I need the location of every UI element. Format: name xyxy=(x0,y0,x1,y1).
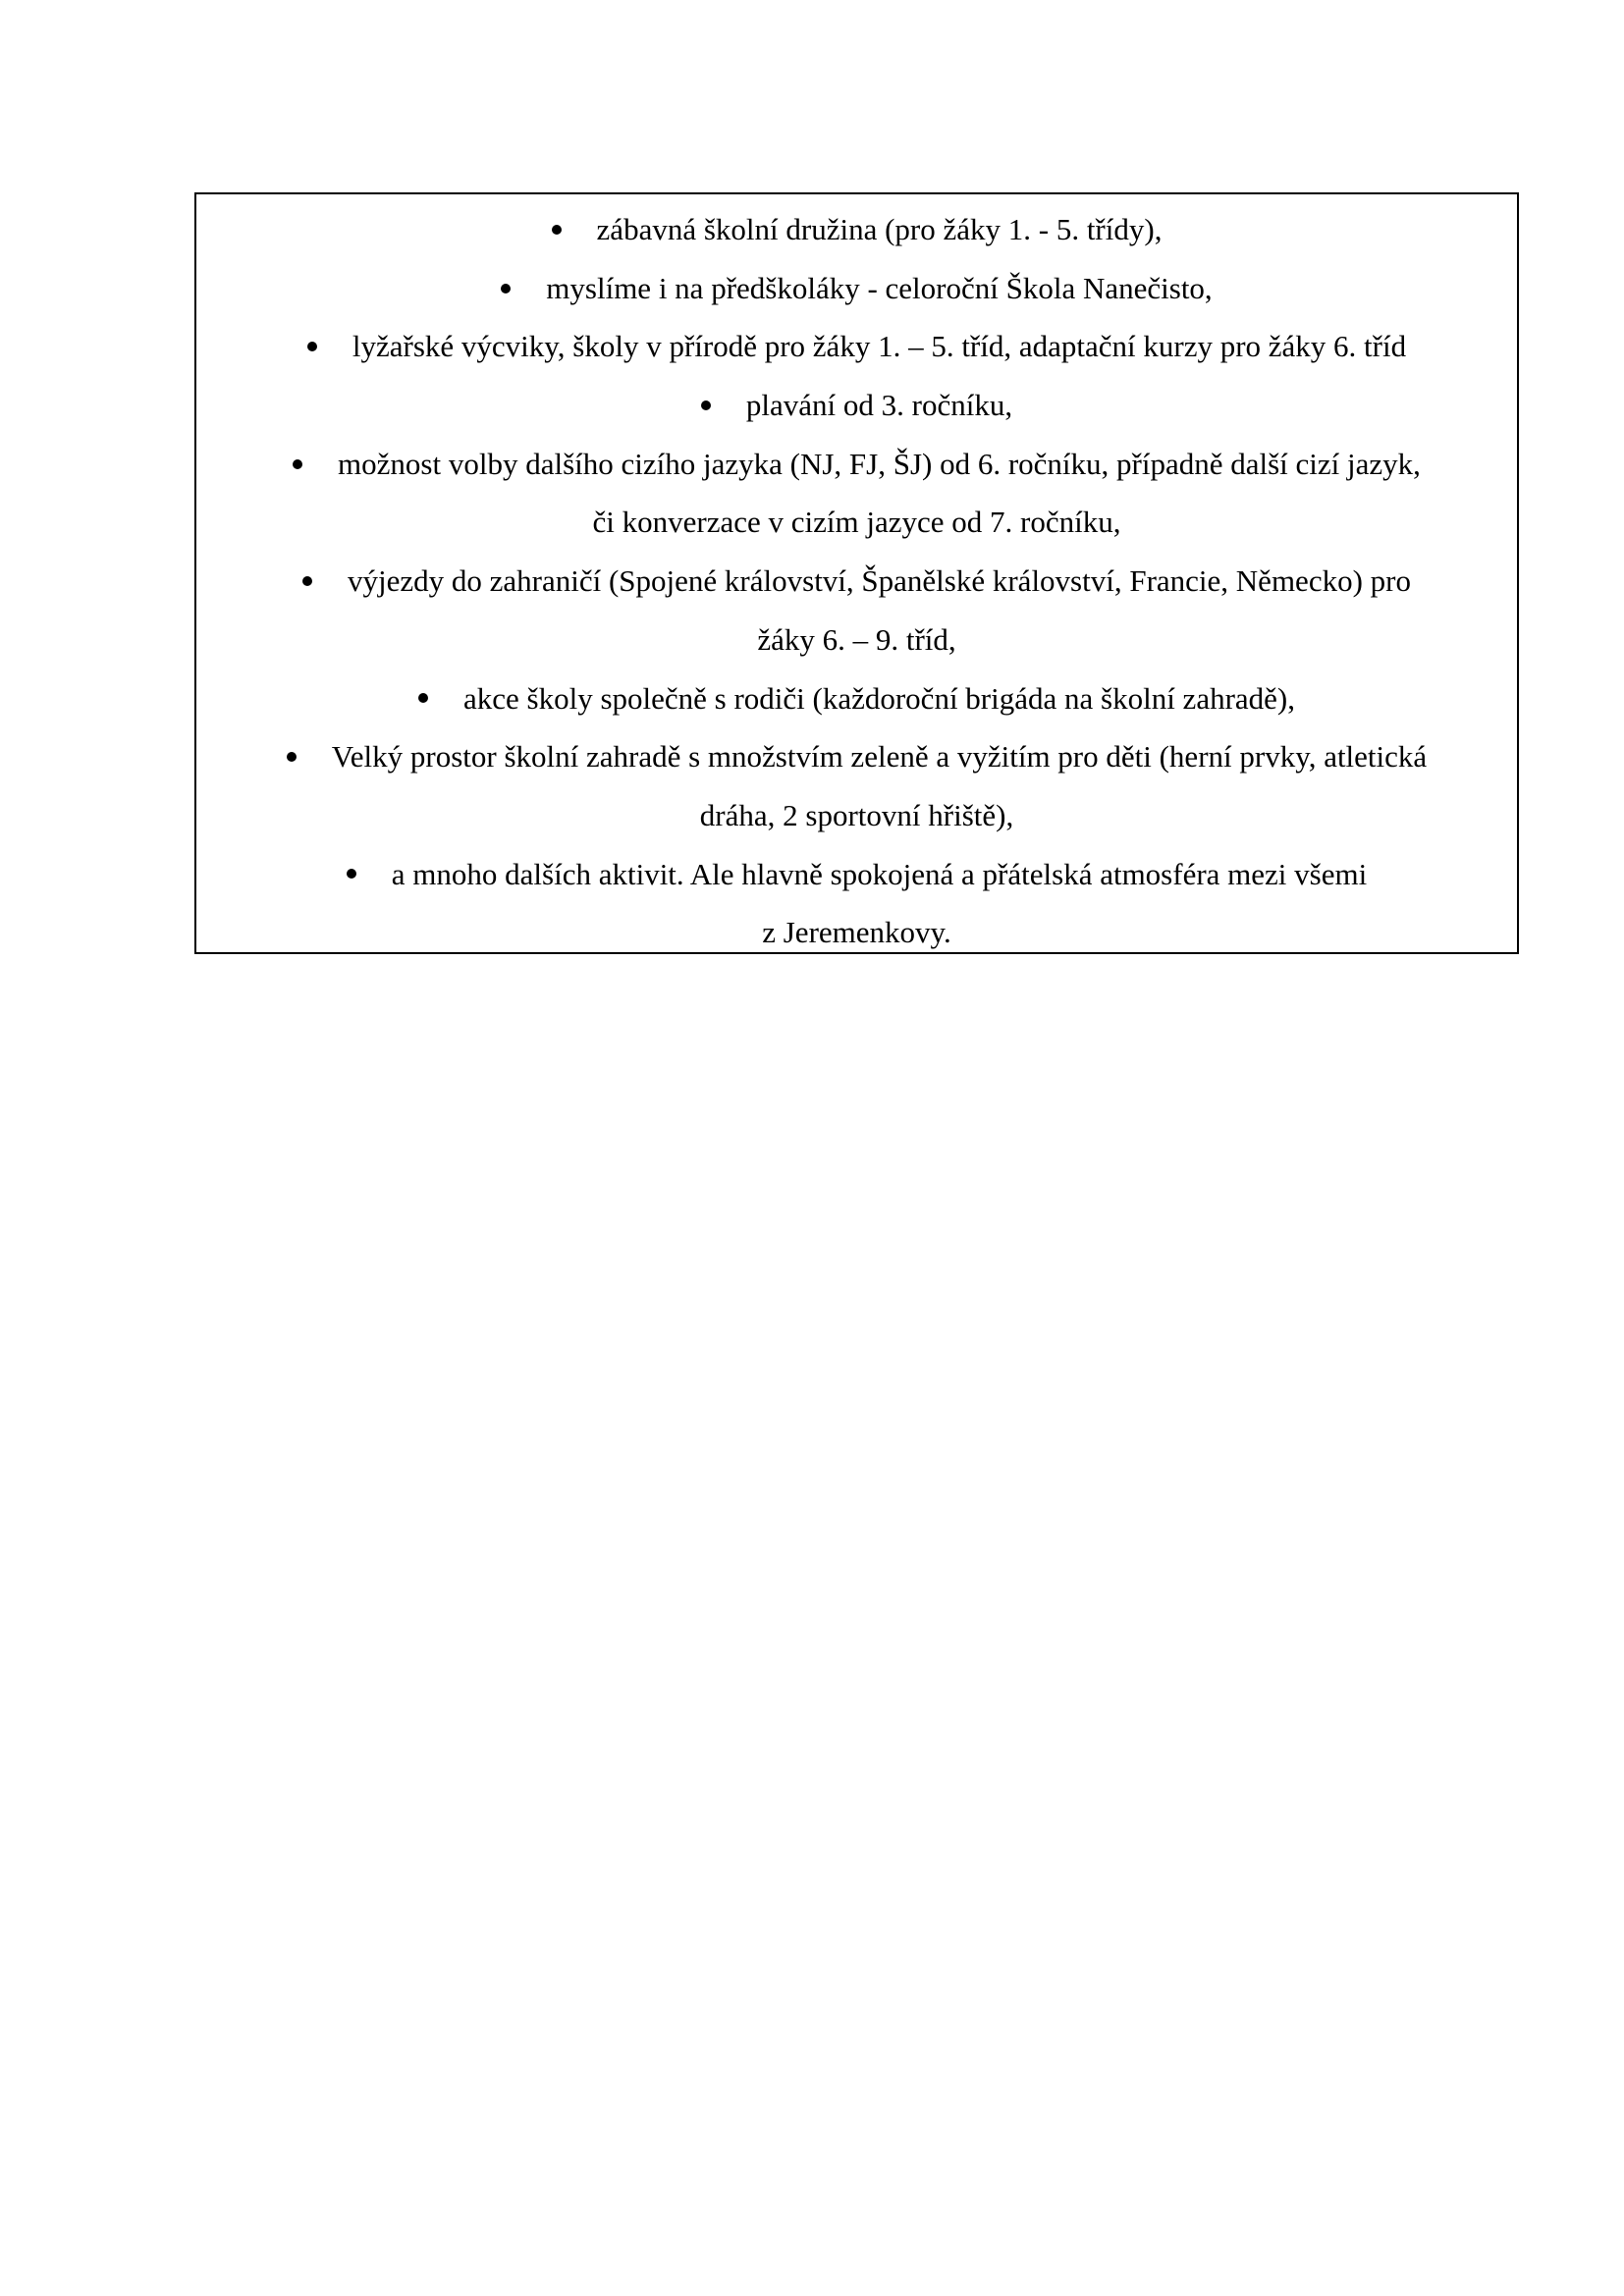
list-item-continuation xyxy=(196,903,1517,962)
list-item-text: dráha, 2 sportovní hřiště), xyxy=(699,797,1014,832)
list-item-text: žáky 6. – 9. tříd, xyxy=(757,621,956,657)
list-item xyxy=(196,259,1517,318)
list-item xyxy=(196,376,1517,435)
list-item-text: zábavná školní družina (pro žáky 1. - 5. třídy), xyxy=(596,212,1163,246)
bullet-icon xyxy=(418,693,428,703)
bullet-icon xyxy=(302,576,312,586)
list-item xyxy=(196,552,1517,611)
list-item-text: a mnoho dalších aktivit. Ale hlavně spokojená a přátelská atmosféra mezi všemi xyxy=(391,856,1368,891)
bullet-icon xyxy=(287,752,297,762)
bullet-icon xyxy=(552,225,562,235)
list-item-text: z Jeremenkovy. xyxy=(762,915,951,950)
list-item-text: výjezdy do zahraničí (Spojené království, Španělské království, Francie, Německo) pro xyxy=(348,563,1411,599)
list-item-continuation xyxy=(196,493,1517,552)
list-item-text: myslíme i na předškoláky - celoroční Škola Nanečisto, xyxy=(546,270,1213,305)
bullet-icon xyxy=(701,400,711,410)
list-item-continuation xyxy=(196,786,1517,845)
list-item-text: lyžařské výcviky, školy v přírodě pro žáky 1. – 5. tříd, adaptační kurzy pro žáky 6. tříd xyxy=(352,329,1407,364)
list-item xyxy=(196,727,1517,786)
list-item-text: Velký prostor školní zahradě s množstvím zeleně a vyžitím pro děti (herní prvky, atletická xyxy=(331,739,1428,774)
list-item-text: či konverzace v cizím jazyce od 7. ročníku, xyxy=(592,505,1121,540)
list-item xyxy=(196,200,1517,259)
list-item-text: plavání od 3. ročníku, xyxy=(745,388,1013,423)
list-item xyxy=(196,317,1517,376)
bullet-icon xyxy=(307,342,317,351)
activities-box xyxy=(194,192,1519,954)
bullet-icon xyxy=(293,459,302,469)
list-item-text: akce školy společně s rodiči (každoroční brigáda na školní zahradě), xyxy=(462,680,1295,716)
bullet-icon xyxy=(347,869,356,879)
list-item xyxy=(196,669,1517,728)
list-item xyxy=(196,845,1517,904)
list-item-text: možnost volby dalšího cizího jazyka (NJ, FJ, ŠJ) od 6. ročníku, případně další cizí jazyk, xyxy=(338,446,1421,481)
list-item xyxy=(196,435,1517,494)
list-item-continuation xyxy=(196,611,1517,669)
bullet-icon xyxy=(501,284,511,294)
